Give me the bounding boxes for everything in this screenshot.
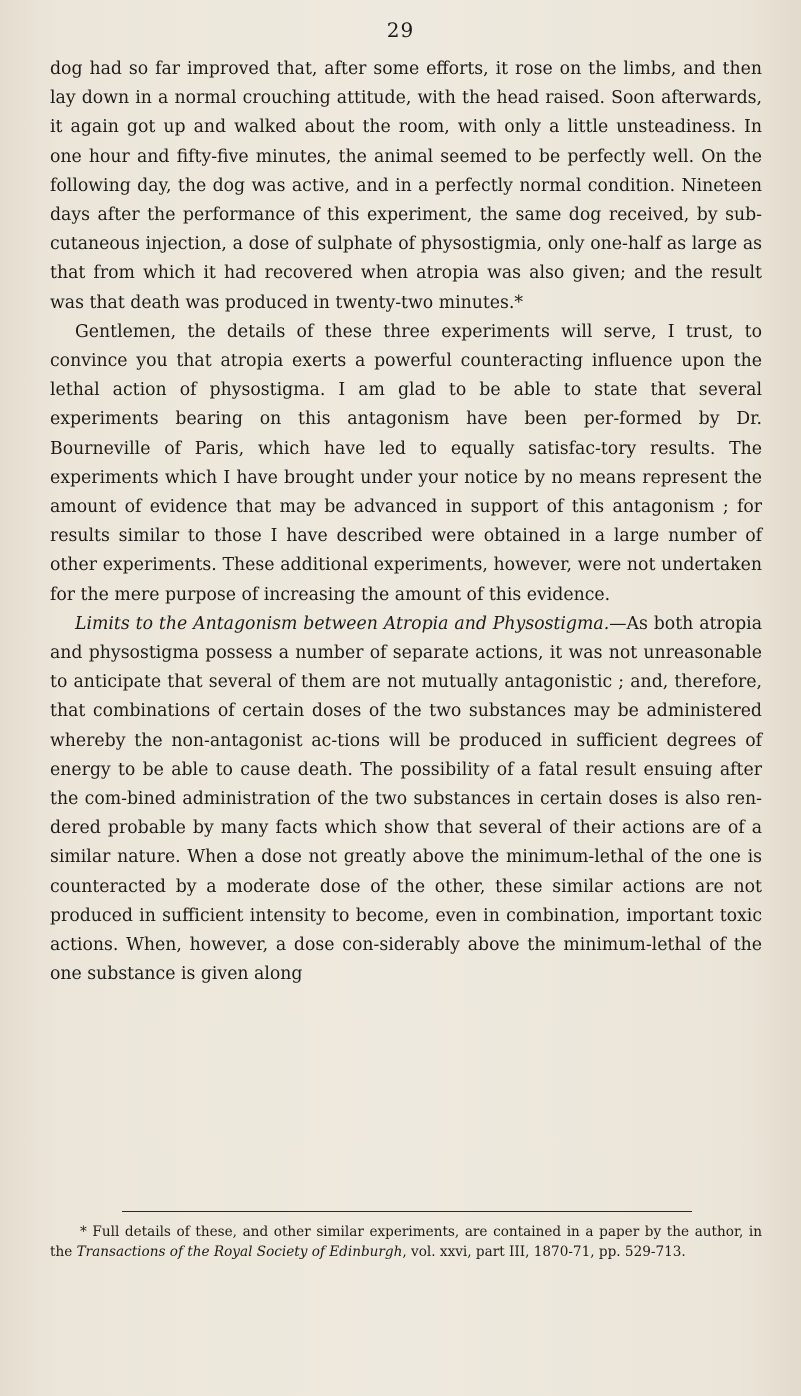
footnote-text-start: * Full details of these, and other similar experiments, are contained in a paper by the author, in the bbox=[50, 1224, 762, 1260]
paragraph-limits-text: —As both atropia and physostigma possess a number of separate actions, it was not unreasonable to anticipate that several of them are not mutually antagonistic ; and, therefore, that combinations of certain doses of the two substances may be administered whereby the non-antagonist ac-tions will be produced in sufficient degrees of energy to be able to cause death. The possibility of a fatal result ensuing after the com-bined administration of the two substances in certain doses is also ren-dered probable by many facts which show that several of their actions are of a similar nature. When a dose not greatly above the minimum-lethal of the one is counteracted by a moderate dose of the other, these similar actions are not produced in sufficient intensity to become, even in combination, important toxic actions. When, however, a dose con-siderably above the minimum-lethal of the one substance is given along bbox=[50, 613, 762, 985]
paragraph-dog-experiment: dog had so far improved that, after some efforts, it rose on the limbs, and then lay down in a normal crouching attitude, with the head raised. Soon afterwards, it again got up and walked about the room, with only a little unsteadiness. In one hour and fifty-five minutes, the animal seemed to be perfectly well. On the following day, the dog was active, and in a perfectly normal condition. Nineteen days after the performance of this experiment, the same dog received, by sub-cutaneous injection, a dose of sulphate of physostigmia, only one-half as large as that from which it had recovered when atropia was also given; and the result was that death was produced in twenty-two minutes.* bbox=[50, 59, 762, 313]
footnote-text-end: , vol. xxvi, part III, 1870-71, pp. 529-713. bbox=[402, 1244, 686, 1260]
page-number: 29 bbox=[386, 18, 415, 42]
footnote-divider bbox=[122, 1211, 692, 1212]
body-text bbox=[50, 55, 762, 990]
paragraph-gentlemen: Gentlemen, the details of these three experiments will serve, I trust, to convince you that atropia exerts a powerful counteracting influence upon the lethal action of physostigma. I am glad to be able to state that several experiments bearing on this antagonism have been per-formed by Dr. Bourneville of Paris, which have led to equally satisfac-tory results. The experiments which I have brought under your notice by no means represent the amount of evidence that may be advanced in support of this antagonism ; for results similar to those I have described were obtained in a large number of other experiments. These additional experiments, however, were not undertaken for the mere purpose of increasing the amount of this evidence. bbox=[50, 321, 762, 605]
paragraph-limits bbox=[50, 610, 762, 990]
section-heading-limits: Limits to the Antagonism between Atropia and Physostigma. bbox=[75, 613, 610, 634]
footnote-journal-title: Transactions of the Royal Society of Edinburgh bbox=[76, 1244, 403, 1260]
footnote bbox=[50, 1222, 762, 1262]
